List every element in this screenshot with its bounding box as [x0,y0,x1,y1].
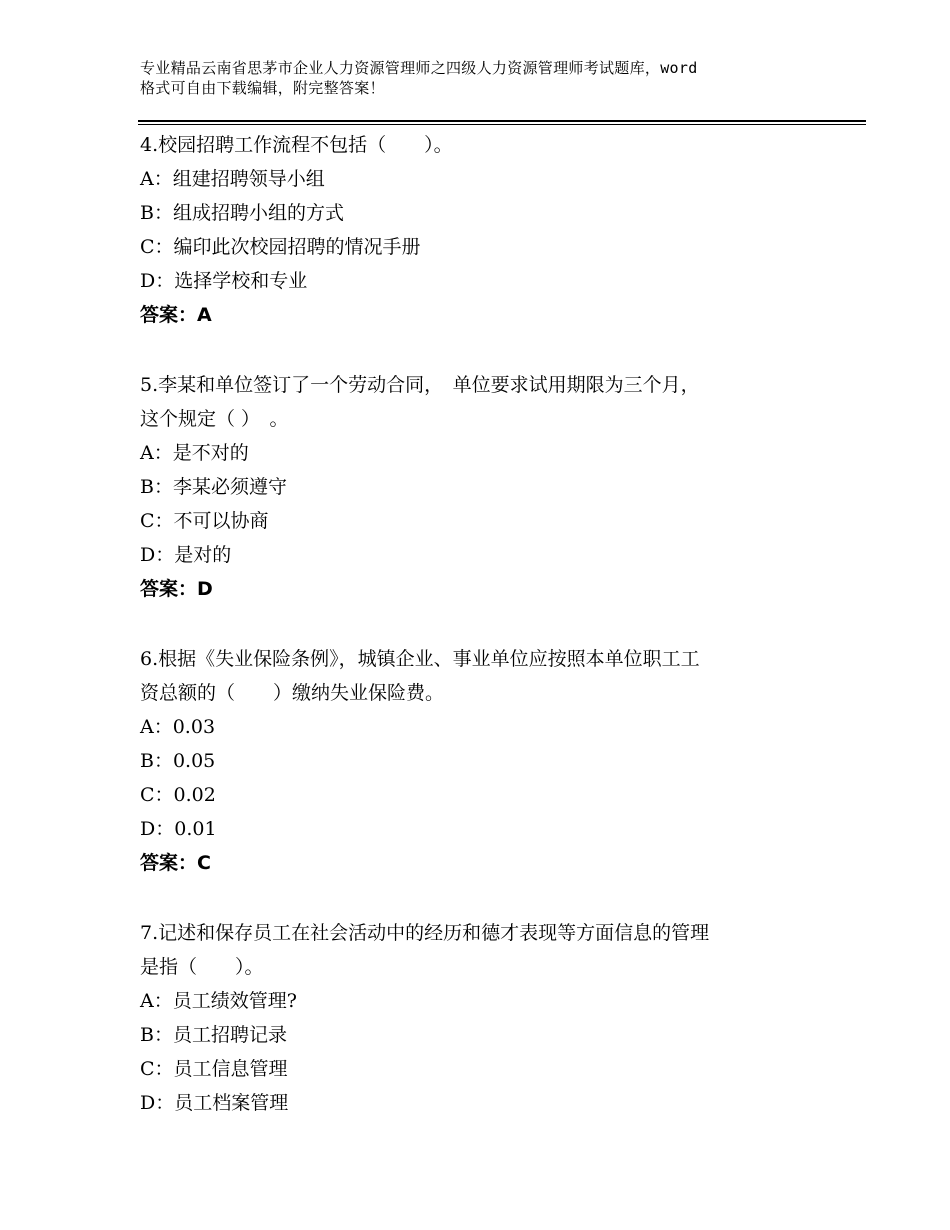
option-c: C：编印此次校园招聘的情况手册 [140,236,421,258]
option-c: C：0.02 [140,784,216,806]
option-a: A：是不对的 [140,442,249,464]
question-stem: 4.校园招聘工作流程不包括（ ）。 [140,134,453,156]
option-a: A：员工绩效管理? [140,990,297,1012]
document-header [140,58,840,98]
question-list [140,128,840,1156]
question-stem-continued: 资总额的（ ）缴纳失业保险费。 [140,682,445,704]
question-stem-continued: 这个规定（ ） 。 [140,408,289,430]
option-c: C：员工信息管理 [140,1058,288,1080]
option-b: B：组成招聘小组的方式 [140,202,344,224]
answer-label: 答案：C [140,852,211,874]
option-b: B：李某必须遵守 [140,476,287,498]
question-stem: 6.根据《失业保险条例》，城镇企业、事业单位应按照本单位职工工 [140,648,700,670]
option-d: D：员工档案管理 [140,1092,289,1114]
question-7 [140,916,840,1120]
question-stem: 5.李某和单位签订了一个劳动合同， 单位要求试用期限为三个月， [140,374,700,396]
option-b: B：员工招聘记录 [140,1024,287,1046]
question-4 [140,128,840,332]
answer-label: 答案：A [140,304,212,326]
header-divider-thick [138,120,866,122]
header-line-1: 专业精品云南省思茅市企业人力资源管理师之四级人力资源管理师考试题库，word [140,59,698,77]
option-a: A：组建招聘领导小组 [140,168,325,190]
option-d: D：是对的 [140,544,232,566]
option-c: C：不可以协商 [140,510,269,532]
option-b: B：0.05 [140,750,216,772]
option-d: D：选择学校和专业 [140,270,308,292]
header-line-2: 格式可自由下载编辑，附完整答案！ [140,79,385,97]
question-stem: 7.记述和保存员工在社会活动中的经历和德才表现等方面信息的管理 [140,922,710,944]
question-stem-continued: 是指（ ）。 [140,956,264,978]
question-6 [140,642,840,880]
question-5 [140,368,840,606]
header-divider-thin [138,124,866,125]
option-d: D：0.01 [140,818,217,840]
answer-label: 答案：D [140,578,213,600]
option-a: A：0.03 [140,716,216,738]
